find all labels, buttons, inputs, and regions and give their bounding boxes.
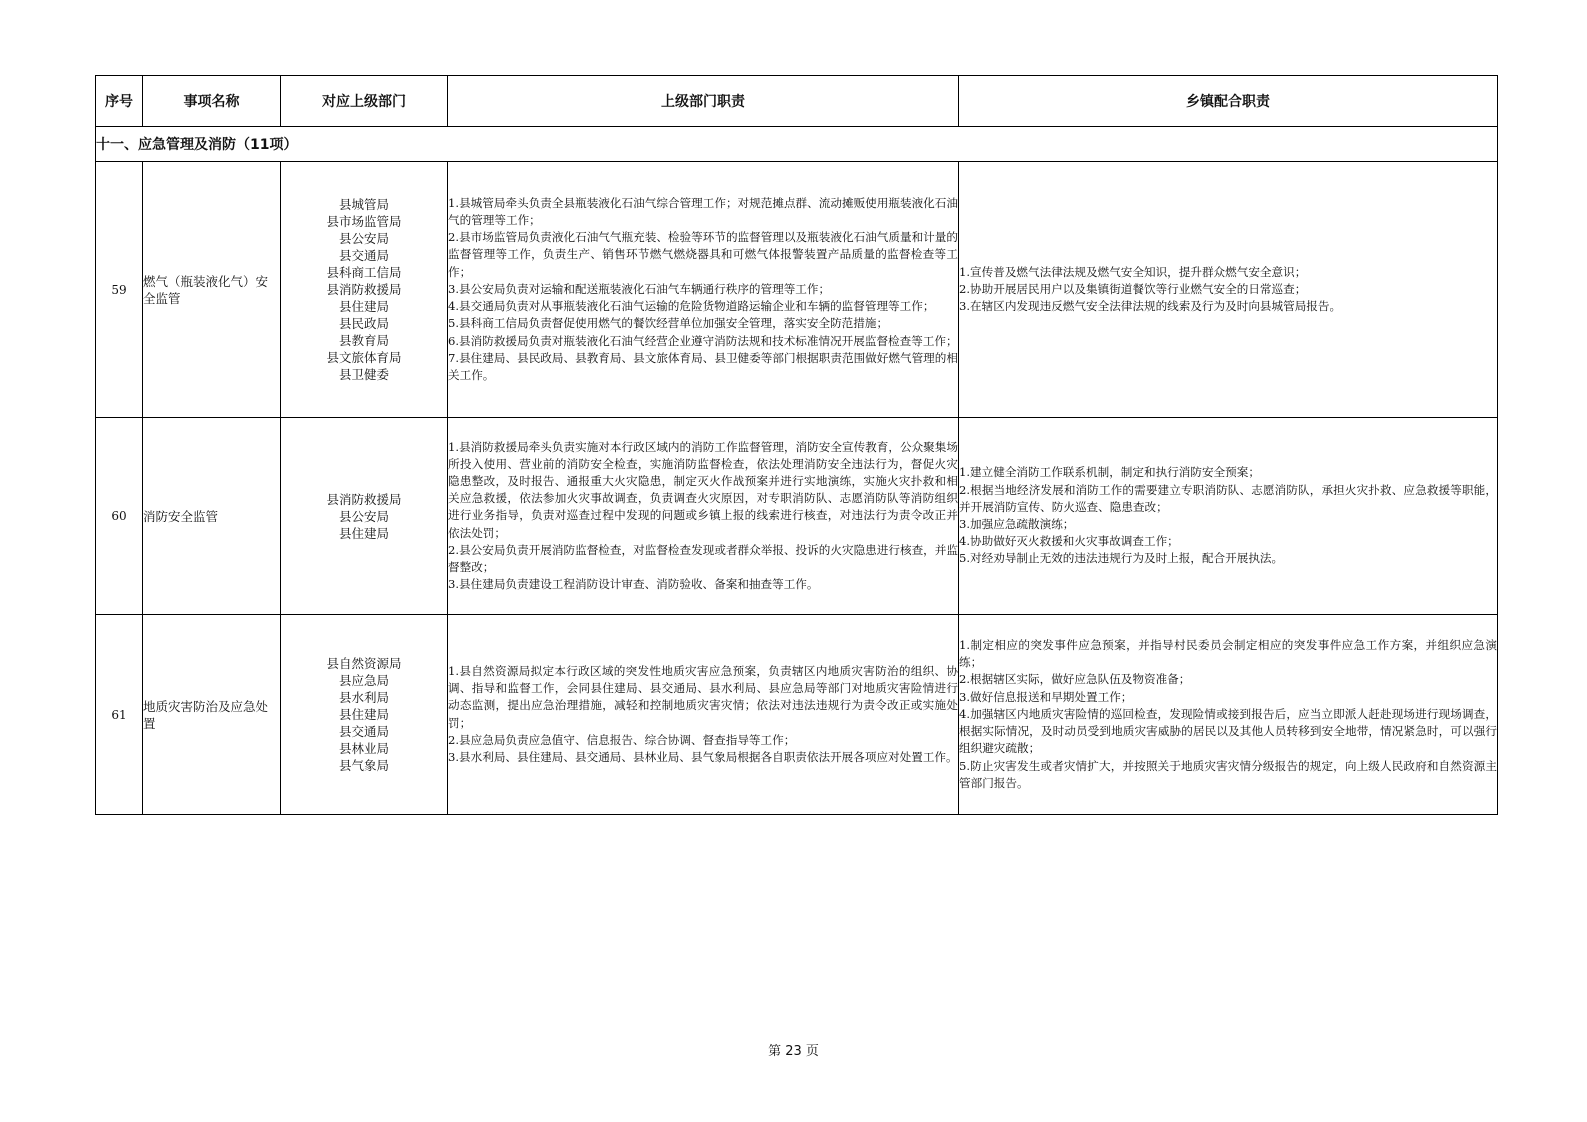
row-seq: 61 (96, 615, 143, 815)
table-row (96, 418, 1498, 615)
upper-duty-item: 1.县城管局牵头负责全县瓶装液化石油气综合管理工作；对规范摊点群、流动摊贩使用瓶装液化石油气的管理等工作； (448, 195, 958, 228)
town-duty-item: 2.根据辖区实际，做好应急队伍及物资准备； (959, 672, 1191, 687)
town-duty-item: 4.协助做好灭火救援和火灾事故调查工作； (959, 534, 1179, 549)
town-duty-item: 3.做好信息报送和早期处置工作； (959, 689, 1133, 704)
header-dept: 对应上级部门 (281, 76, 448, 127)
upper-duty-item: 2.县应急局负责应急值守、信息报告、综合协调、督查指导等工作； (448, 732, 796, 747)
upper-duty-item: 2.县市场监管局负责液化石油气气瓶充装、检验等环节的监督管理以及瓶装液化石油气质量和计量的监督管理等工作，负责生产、销售环节燃气燃烧器具和可燃气体报警装置产品质量的监督检查等工作； (448, 230, 958, 279)
dept-item: 县气象局 (338, 758, 389, 773)
town-duty-item: 2.协助开展居民用户以及集镇街道餐饮等行业燃气安全的日常巡查； (959, 281, 1307, 296)
row-seq: 60 (96, 418, 143, 615)
row-dept-list (281, 162, 448, 418)
row-town-duty (959, 162, 1498, 418)
upper-duty-item: 2.县公安局负责开展消防监督检查，对监督检查发现或者群众举报、投诉的火灾隐患进行核查，并监督整改； (448, 542, 958, 574)
upper-duty-item: 6.县消防救援局负责对瓶装液化石油气经营企业遵守消防法规和技术标准情况开展监督检查等工作； (448, 333, 958, 348)
row-item-name: 消防安全监管 (143, 418, 281, 615)
header-seq: 序号 (96, 76, 143, 127)
row-upper-duty (448, 418, 959, 615)
town-duty-item: 1.制定相应的突发事件应急预案，并指导村民委员会制定相应的突发事件应急工作方案，并组织应急演练； (959, 638, 1497, 670)
row-town-duty (959, 418, 1498, 615)
upper-duty-item: 7.县住建局、县民政局、县教育局、县文旅体育局、县卫健委等部门根据职责范围做好燃气管理的相关工作。 (448, 350, 958, 382)
row-town-duty (959, 615, 1498, 815)
page-number: 第 23 页 (768, 1044, 819, 1059)
row-upper-duty (448, 615, 959, 815)
section-row (96, 127, 1498, 162)
dept-item: 县文旅体育局 (326, 350, 402, 365)
dept-item: 县市场监管局 (326, 214, 402, 229)
dept-item: 县林业局 (338, 741, 389, 756)
dept-item: 县公安局 (338, 231, 389, 246)
duty-table-container (95, 75, 1497, 815)
row-seq: 59 (96, 162, 143, 418)
table-header-row (96, 76, 1498, 127)
dept-item: 县住建局 (338, 707, 389, 722)
upper-duty-item: 5.县科商工信局负责督促使用燃气的餐饮经营单位加强安全管理，落实安全防范措施； (448, 316, 889, 331)
dept-item: 县应急局 (338, 673, 389, 688)
dept-item: 县卫健委 (338, 367, 389, 382)
header-item-name: 事项名称 (143, 76, 281, 127)
row-dept-list (281, 418, 448, 615)
header-upper-duty: 上级部门职责 (448, 76, 959, 127)
dept-item: 县民政局 (338, 316, 389, 331)
town-duty-item: 1.宣传普及燃气法律法规及燃气安全知识，提升群众燃气安全意识； (959, 264, 1307, 279)
row-item-name: 地质灾害防治及应急处置 (143, 615, 281, 815)
upper-duty-item: 1.县消防救援局牵头负责实施对本行政区域内的消防工作监督管理，消防安全宣传教育，公众聚集场所投入使用、营业前的消防安全检查，实施消防监督检查，依法处理消防安全违法行为，督促火灾隐患整改，及时报告、通报重大火灾隐患，制定灭火作战预案并进行实地演练，实施火灾扑救和相关应急救援，依法参加火灾事故调查，负责调查火灾原因，对专职消防队、志愿消防队等消防组织进行业务指导，负责对巡查过程中发现的问题或乡镇上报的线索进行核查，对违法行为责令改正并依法处罚； (448, 439, 958, 540)
town-duty-item: 1.建立健全消防工作联系机制，制定和执行消防安全预案； (959, 465, 1260, 480)
town-duty-item: 4.加强辖区内地质灾害险情的巡回检查，发现险情或接到报告后，应当立即派人赶赴现场进行现场调查，根据实际情况，及时动员受到地质灾害威胁的居民以及其他人员转移到安全地带，情况紧急时，可以强行组织避灾疏散； (959, 706, 1497, 756)
upper-duty-item: 4.县交通局负责对从事瓶装液化石油气运输的危险货物道路运输企业和车辆的监督管理等工作； (448, 299, 935, 314)
duty-table (95, 75, 1498, 815)
section-title: 十一、应急管理及消防（11项） (96, 127, 1498, 162)
dept-item: 县消防救援局 (326, 282, 402, 297)
row-upper-duty (448, 162, 959, 418)
dept-item: 县公安局 (338, 508, 389, 524)
dept-item: 县水利局 (338, 690, 389, 705)
table-row (96, 162, 1498, 418)
row-item-name: 燃气（瓶装液化气）安全监管 (143, 162, 281, 418)
upper-duty-item: 3.县水利局、县住建局、县交通局、县林业局、县气象局根据各自职责依法开展各项应对处置工作。 (448, 749, 958, 764)
table-row (96, 615, 1498, 815)
header-town-duty: 乡镇配合职责 (959, 76, 1498, 127)
dept-item: 县消防救援局 (326, 491, 402, 507)
upper-duty-item: 3.县住建局负责建设工程消防设计审查、消防验收、备案和抽查等工作。 (448, 577, 819, 592)
dept-item: 县交通局 (338, 724, 389, 739)
dept-item: 县住建局 (338, 299, 389, 314)
town-duty-item: 5.对经劝导制止无效的违法违规行为及时上报，配合开展执法。 (959, 551, 1284, 566)
dept-item: 县自然资源局 (326, 656, 402, 671)
upper-duty-item: 3.县公安局负责对运输和配送瓶装液化石油气车辆通行秩序的管理等工作； (448, 281, 831, 296)
town-duty-item: 5.防止灾害发生或者灾情扩大，并按照关于地质灾害灾情分级报告的规定，向上级人民政府和自然资源主管部门报告。 (959, 758, 1497, 790)
dept-item: 县教育局 (338, 333, 389, 348)
dept-item: 县科商工信局 (326, 265, 402, 280)
town-duty-item: 2.根据当地经济发展和消防工作的需要建立专职消防队、志愿消防队，承担火灾扑救、应急救援等职能，并开展消防宣传、防火巡查、隐患查改； (959, 482, 1497, 514)
town-duty-item: 3.加强应急疏散演练； (959, 517, 1075, 531)
dept-item: 县交通局 (338, 248, 389, 263)
dept-item: 县城管局 (338, 197, 389, 212)
upper-duty-item: 1.县自然资源局拟定本行政区域的突发性地质灾害应急预案，负责辖区内地质灾害防治的组织、协调、指导和监督工作，会同县住建局、县交通局、县水利局、县应急局等部门对地质灾害险情进行动态监测，提出应急治理措施，减轻和控制地质灾害灾情；依法对违法违规行为责令改正或实施处罚； (448, 663, 958, 730)
dept-item: 县住建局 (338, 525, 389, 541)
town-duty-item: 3.在辖区内发现违反燃气安全法律法规的线索及行为及时向县城管局报告。 (959, 299, 1342, 314)
row-dept-list (281, 615, 448, 815)
